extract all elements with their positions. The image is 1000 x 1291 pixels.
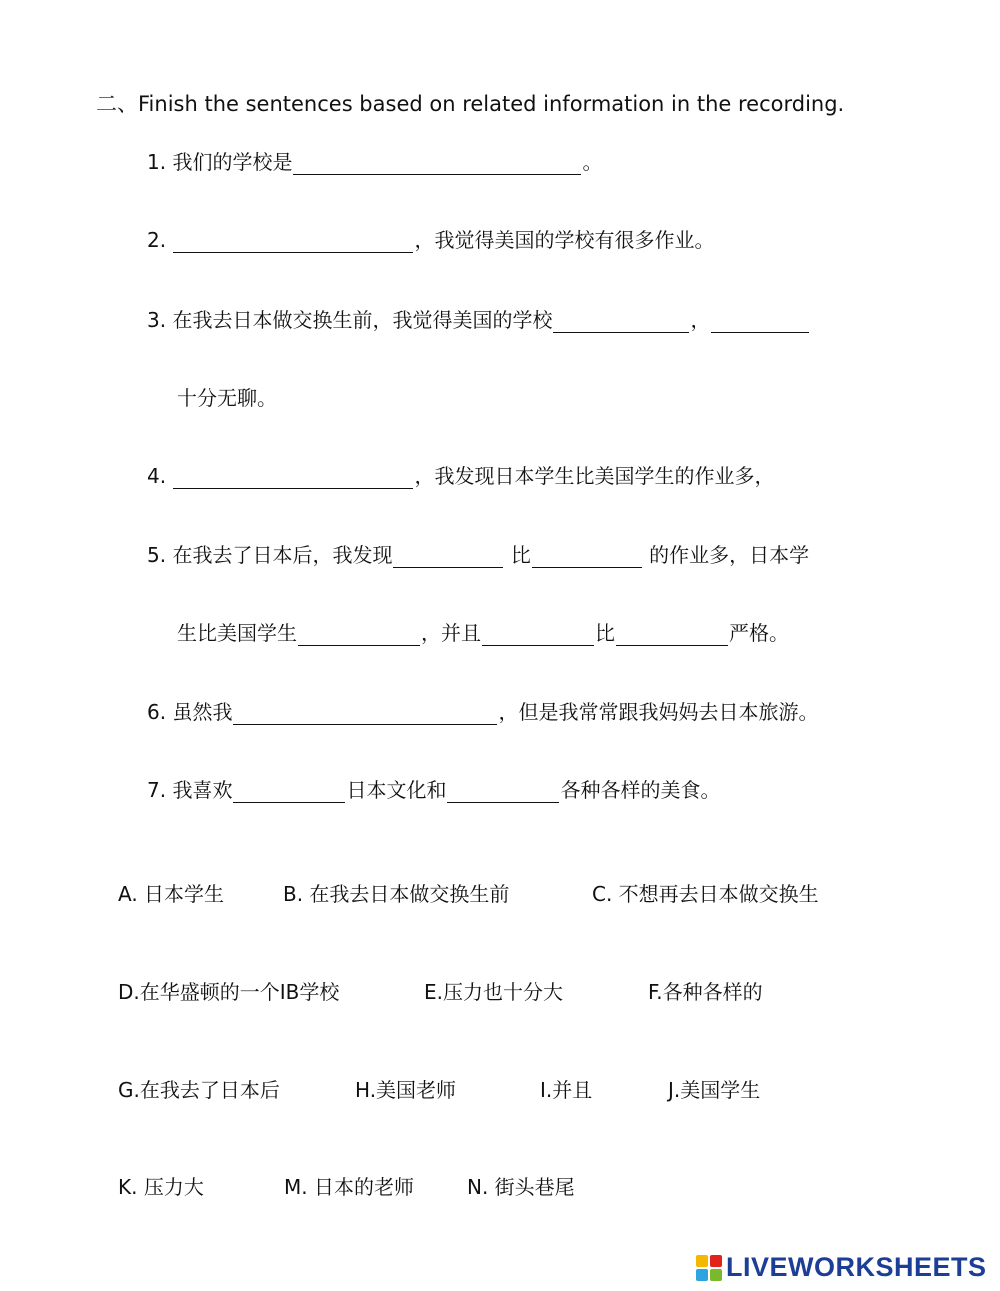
- option-c: C. 不想再去日本做交换生: [592, 882, 819, 906]
- question-text: ，: [690, 308, 711, 332]
- option-k: K. 压力大: [118, 1175, 204, 1199]
- question-6: [147, 698, 818, 726]
- answer-blank-7a[interactable]: [233, 782, 345, 803]
- answer-blank-3a[interactable]: [553, 312, 689, 333]
- option-e: E.压力也十分大: [424, 980, 563, 1004]
- question-text: 在我去了日本后，我发现: [172, 543, 393, 567]
- answer-blank-5e[interactable]: [616, 625, 728, 646]
- question-number: 7.: [147, 778, 167, 802]
- option-a: A. 日本学生: [118, 882, 225, 906]
- question-text: 我喜欢: [172, 778, 233, 802]
- question-number: 3.: [147, 308, 167, 332]
- question-7: [147, 776, 720, 804]
- section-instructions: Finish the sentences based on related information in the recording.: [138, 92, 845, 116]
- question-text: 日本文化和: [346, 778, 447, 802]
- section-heading: [96, 88, 844, 118]
- option-d: D.在华盛顿的一个IB学校: [118, 980, 340, 1004]
- question-text: 各种各样的美食。: [560, 778, 721, 802]
- question-text: ，但是我常常跟我妈妈去日本旅游。: [498, 700, 819, 724]
- answer-blank-5b[interactable]: [532, 547, 642, 568]
- option-m: M. 日本的老师: [284, 1175, 414, 1199]
- answer-blank-4[interactable]: [173, 468, 413, 489]
- answer-blank-5c[interactable]: [298, 625, 420, 646]
- question-number: 5.: [147, 543, 167, 567]
- question-text: ，我觉得美国的学校有很多作业。: [414, 228, 715, 252]
- answer-blank-7b[interactable]: [447, 782, 559, 803]
- answer-blank-5d[interactable]: [482, 625, 594, 646]
- question-text: 在我去日本做交换生前，我觉得美国的学校: [172, 308, 553, 332]
- question-text: 虽然我: [172, 700, 233, 724]
- question-3: [147, 306, 810, 334]
- option-j: J.美国学生: [668, 1078, 761, 1102]
- option-h: H.美国老师: [355, 1078, 457, 1102]
- answer-blank-5a[interactable]: [393, 547, 503, 568]
- question-text: 严格。: [729, 621, 789, 645]
- answer-blank-1[interactable]: [293, 154, 581, 175]
- answer-blank-6[interactable]: [233, 704, 497, 725]
- option-n: N. 街头巷尾: [467, 1175, 575, 1199]
- option-g: G.在我去了日本后: [118, 1078, 280, 1102]
- question-text: 我们的学校是: [172, 150, 293, 174]
- question-2: [147, 226, 714, 254]
- answer-blank-3b[interactable]: [711, 312, 809, 333]
- question-3-continued: 十分无聊。: [177, 386, 277, 410]
- question-5-continued: [177, 619, 789, 647]
- question-1: [147, 148, 602, 176]
- section-number: 二、: [96, 92, 138, 116]
- question-number: 1.: [147, 150, 167, 174]
- question-4: [147, 462, 774, 490]
- question-text: 生比美国学生: [177, 621, 297, 645]
- answer-blank-2[interactable]: [173, 232, 413, 253]
- question-text: 的作业多，日本学: [649, 543, 810, 567]
- question-number: 6.: [147, 700, 167, 724]
- question-text: ，我发现日本学生比美国学生的作业多，: [414, 464, 775, 488]
- question-number: 4.: [147, 464, 167, 488]
- question-5: [147, 541, 809, 569]
- question-text: 比: [595, 621, 615, 645]
- option-i: I.并且: [540, 1078, 593, 1102]
- liveworksheets-logo: [696, 1252, 987, 1283]
- question-text: ，并且: [421, 621, 481, 645]
- question-text: 。: [582, 150, 603, 174]
- option-f: F.各种各样的: [648, 980, 763, 1004]
- logo-text: LIVEWORKSHEETS: [726, 1252, 987, 1282]
- option-b: B. 在我去日本做交换生前: [283, 882, 510, 906]
- question-text: 比: [510, 543, 531, 567]
- question-number: 2.: [147, 228, 167, 252]
- logo-mark-icon: [696, 1255, 722, 1281]
